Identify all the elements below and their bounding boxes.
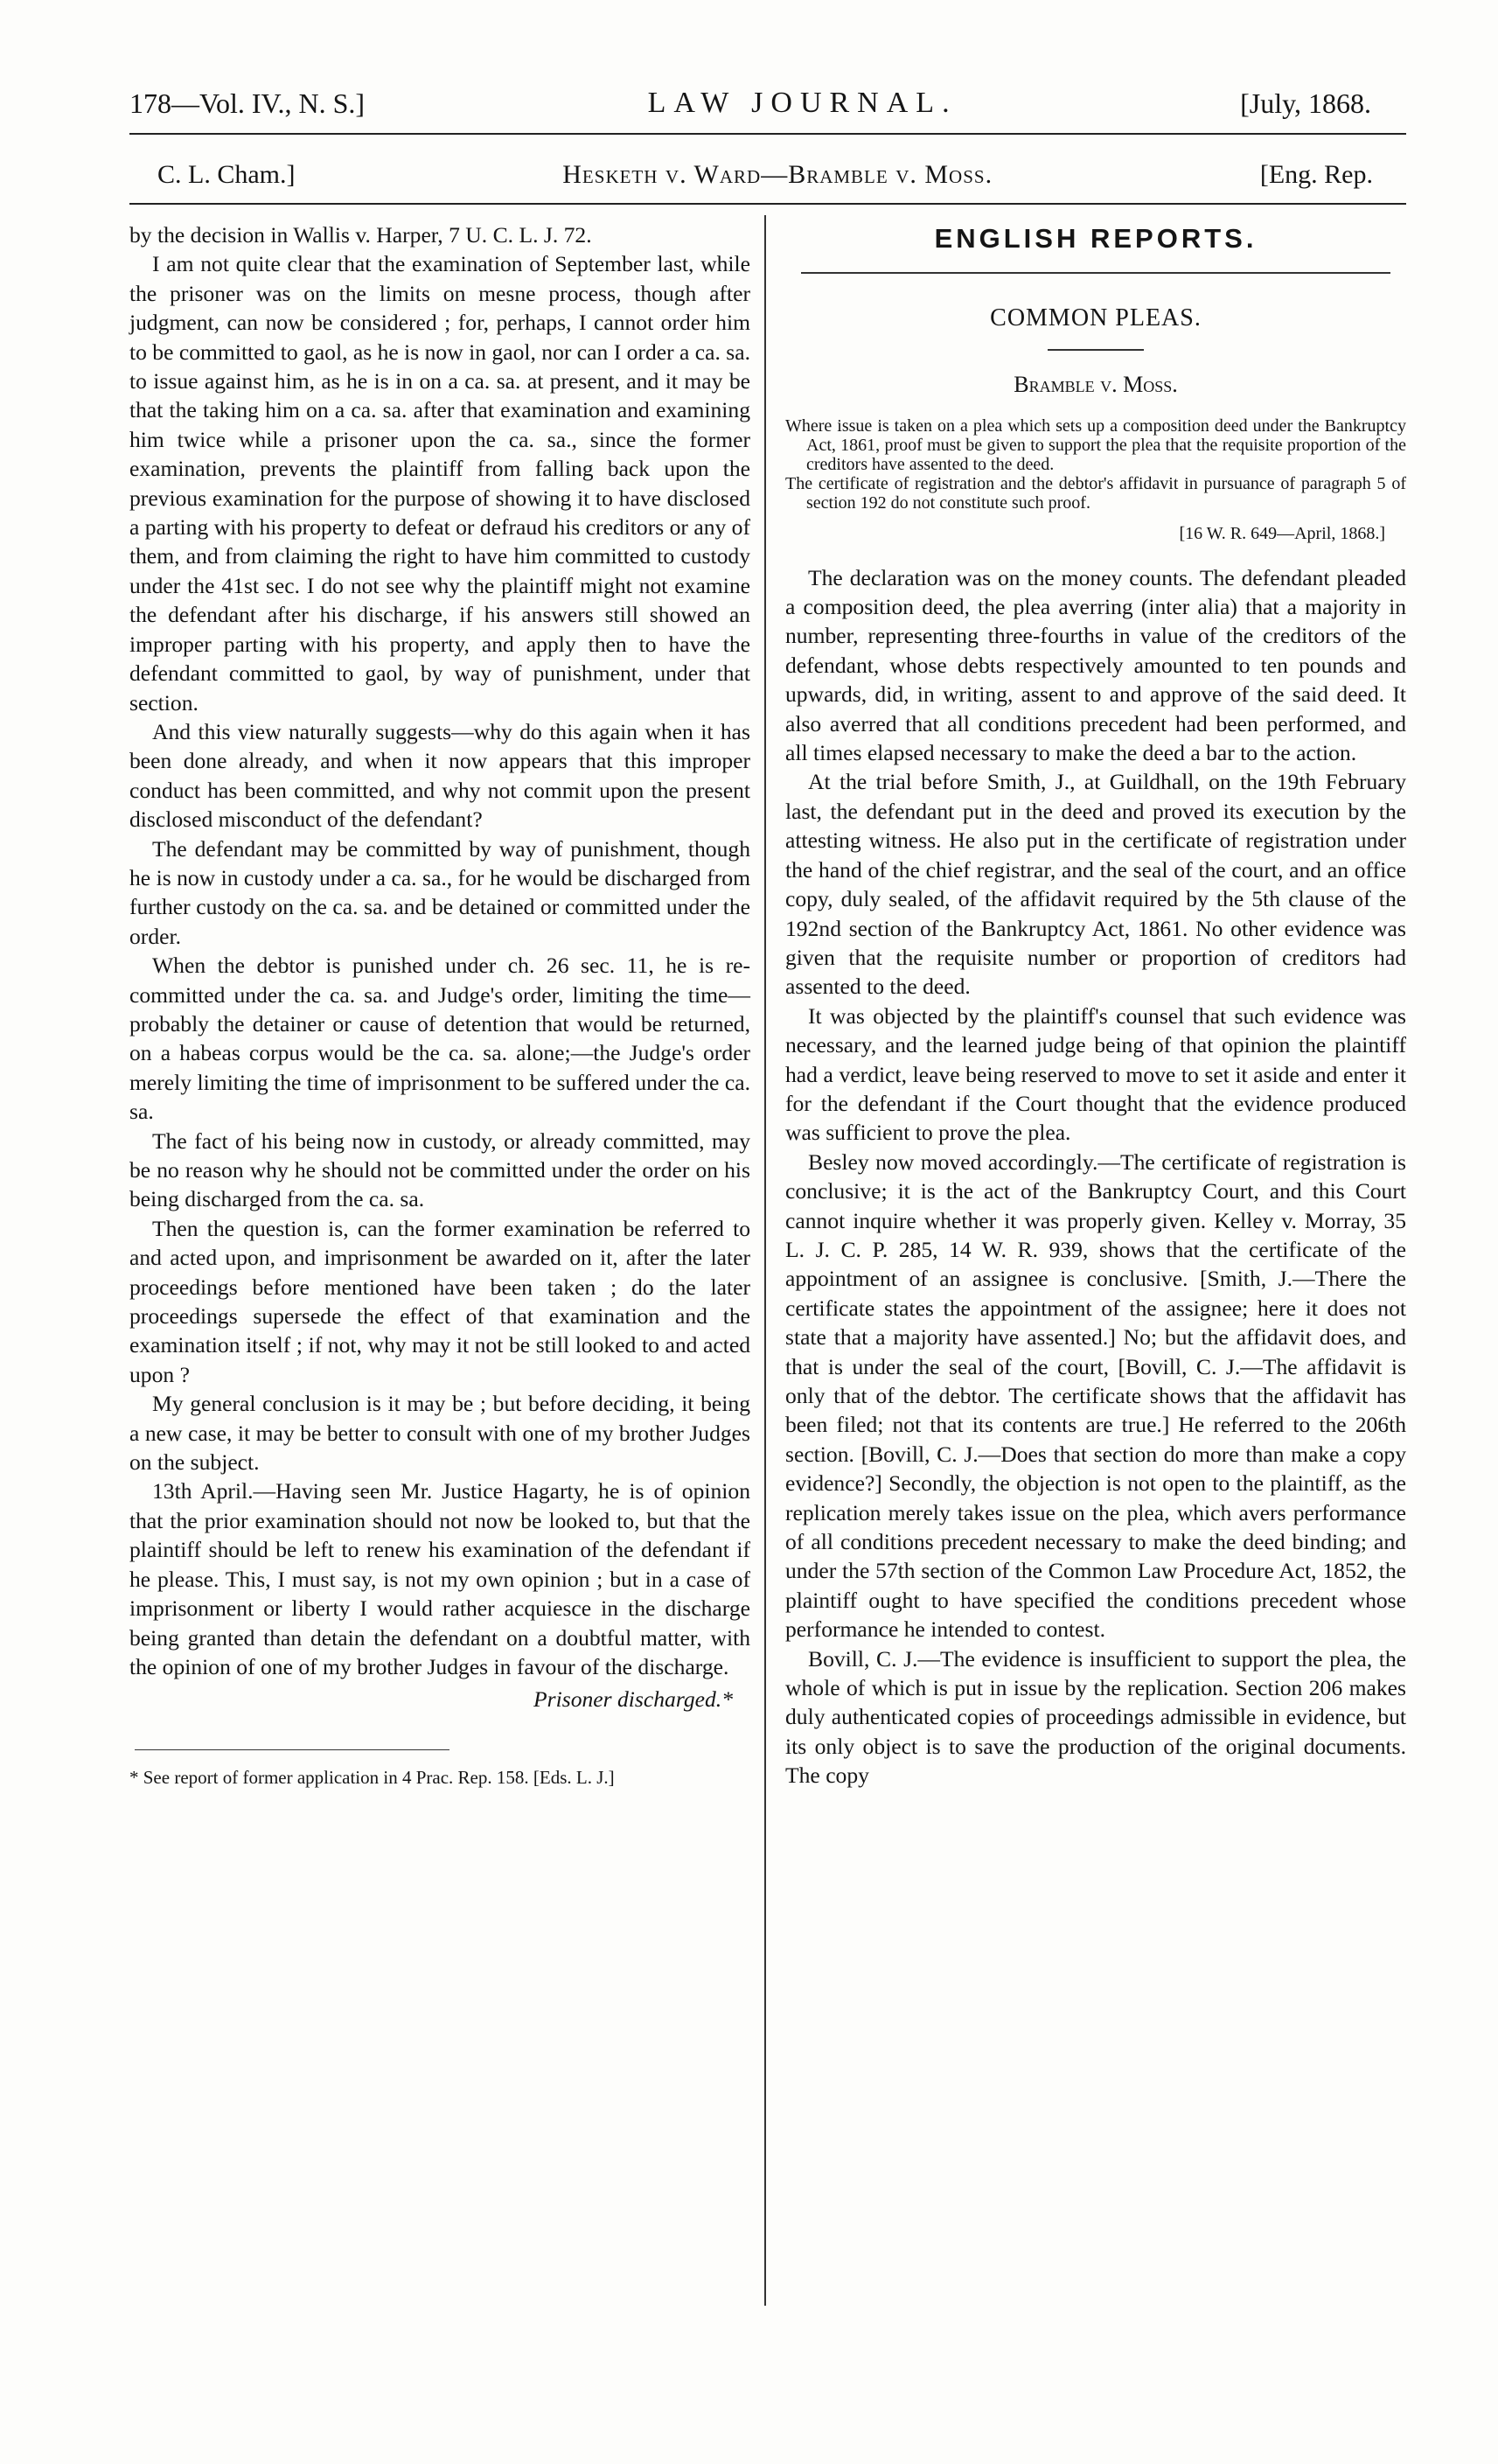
section-rule (801, 272, 1390, 274)
paragraph: 13th April.—Having seen Mr. Justice Hagarty, he is of opinion that the prior examination should not now be looked to, but that the plaintiff should be left to renew his examination of the defendant if he please. This, I must say, is not my own opinion ; but in a case of imprisonment or liberty I would rather acquiesce in the discharge being granted than detain the defendant on a doubtful matter, with the opinion of one of my brother Judges in favour of the discharge. (129, 1478, 750, 1679)
paragraph: Bovill, C. J.—The evidence is insufficient to support the plea, the whole of which is put in issue by the replication. Section 206 makes duly authenticated copies of proceedings admissible in evidence, but its only object is to save the production of the original documents. The copy (785, 1645, 1406, 1789)
header-rule (129, 133, 1406, 135)
left-column (129, 220, 750, 1789)
report-label: [Eng. Rep. (1259, 160, 1373, 189)
court-heading: COMMON PLEAS. (990, 304, 1202, 332)
paragraph: And this view naturally suggests—why do this again when it has been done already, and when it now appears that this improper conduct has been committed, and why not commit upon the present disclosed misconduct of the defendant? (129, 718, 750, 833)
case-subheader (157, 156, 1373, 194)
paragraph: I am not quite clear that the examination of September last, while the prisoner was on the limits on mesne process, though after judgment, can now be considered ; for, perhaps, I cannot order him to be committed to gaol, as he is now in gaol, nor can I order a ca. sa. to issue against him, as he is in on a ca. sa. at present, and it may be that the taking him on a ca. sa. after that examination and examining him twice while a prisoner upon the ca. sa., since the former examination, prevents the plaintiff from falling back upon the previous examination for the purpose of showing it to have disclosed a parting with his property to defeat or defraud his creditors or any of them, and from claiming the right to have him committed to custody under the 41st sec. I do not see why the plaintiff might not examine the defendant after his discharge, if his answers still showed an improper parting with his property, and apply then to have the defendant committed to gaol, by way of punishment, under that section. (129, 251, 751, 715)
paragraph: The declaration was on the money counts. The defendant pleaded a composition deed, the plea averring (inter alia) that a majority in number, representing three-fourths in value of the creditors of the defendant, whose debts respectively amounted to ten pounds and upwards, did, in writing, assent to and approve of the said deed. It also averred that all conditions precedent had been performed, and all times elapsed necessary to make the deed a bar to the action. (785, 564, 1406, 766)
paragraph: It was objected by the plaintiff's counsel that such evidence was necessary, and the learned judge being of that opinion the plaintiff had a verdict, leave being reserved to move to set it aside and enter it for the defendant if the Court thought that the evidence produced was sufficient to prove the plea. (785, 1002, 1406, 1146)
page-number-volume: 178—Vol. IV., N. S.] (129, 87, 366, 119)
case-name: Bramble v. Moss. (1014, 371, 1178, 397)
headnote: Where issue is taken on a plea which sets up a composition deed under the Bankruptcy Act, 1861, proof must be given to support the plea that the requisite proportion of the creditors have assented to the deed. (785, 416, 1406, 475)
paragraph: At the trial before Smith, J., at Guildhall, on the 19th February last, the defendant put in the deed and proved its execution by the attesting witness. He also put in the certificate of registration under the hand of the chief registrar, and the seal of the court, and an office copy, duly sealed, of the affidavit required by the 5th clause of the 192nd section of the Bankruptcy Act, 1861. No other evidence was given that the requisite number or proportion of creditors had assented to the deed. (785, 769, 1406, 1000)
paragraph: Then the question is, can the former examination be referred to and acted upon, and imprisonment be awarded on it, after the later proceedings before mentioned have been taken ; do the later proceedings supersede the effect of that examination and the examination itself ; if not, why may it not be still looked to and acted upon ? (129, 1215, 750, 1387)
signoff: Prisoner discharged.* (533, 1686, 733, 1713)
section-title: ENGLISH REPORTS. (934, 223, 1258, 254)
column-divider (764, 215, 766, 2306)
case-citation: [16 W. R. 649—April, 1868.] (1179, 524, 1385, 544)
right-column (785, 220, 1406, 1790)
paragraph: The defendant may be committed by way of punishment, though he is now in custody under a ca. sa., for he would be discharged from further custody on the ca. sa. and be detained or committed under the order. (129, 835, 750, 949)
issue-date: [July, 1868. (1240, 87, 1371, 119)
paragraph: Besley now moved accordingly.—The certificate of registration is conclusive; it is the act of the Bankruptcy Court, and this Court cannot inquire whether it was properly given. Kelley v. Morray, 35 L. J. C. P. 285, 14 W. R. 939, shows that the certificate of the appointment of an assignee is conclusive. [Smith, J.—There the certificate states the appointment of the assignee; here it does not state that a majority have assented.] No; but the affidavit does, and that is under the seal of the court, [Bovill, C. J.—The affidavit is only that of the debtor. The certificate shows that the affidavit has been filed; not that its contents are true.] He referred to the 206th section. [Bovill, C. J.—Does that section do more than make a copy evidence?] Secondly, the objection is not open to the plaintiff, as the replication merely takes issue on the plea, which avers performance of all conditions precedent necessary to make the deed binding; and under the 57th section of the Common Law Procedure Act, 1852, the plaintiff ought to have specified the conditions precedent whose performance he intended to contest. (785, 1148, 1406, 1643)
case-titles: Hesketh v. Ward—Bramble v. Moss. (562, 160, 993, 189)
court-rule (1048, 349, 1144, 351)
court-label: C. L. Cham.] (157, 160, 296, 189)
journal-title: LAW JOURNAL. (647, 87, 958, 119)
paragraph: The fact of his being now in custody, or already committed, may be no reason why he should not be committed under the order on his being discharged from the ca. sa. (129, 1127, 750, 1212)
running-head (129, 84, 1371, 122)
footnote-rule (135, 1749, 449, 1750)
subheader-rule (129, 203, 1406, 205)
headnote: The certificate of registration and the debtor's affidavit in pursuance of paragraph 5 of section 192 do not constitute such proof. (785, 474, 1406, 513)
paragraph: My general conclusion is it may be ; but before deciding, it being a new case, it may be better to consult with one of my brother Judges on the subject. (129, 1391, 750, 1476)
footnote: * See report of former application in 4 Prac. Rep. 158. [Eds. L. J.] (129, 1766, 615, 1788)
paragraph: When the debtor is punished under ch. 26 sec. 11, he is re-committed under the ca. sa. and Judge's order, limiting the time—probably the detainer or cause of detention that would be returned, on a habeas corpus would be the ca. sa. alone;—the Judge's order merely limiting the time of imprisonment to be suffered under the ca. sa. (129, 953, 750, 1125)
paragraph: by the decision in Wallis v. Harper, 7 U. C. L. J. 72. (129, 222, 592, 248)
